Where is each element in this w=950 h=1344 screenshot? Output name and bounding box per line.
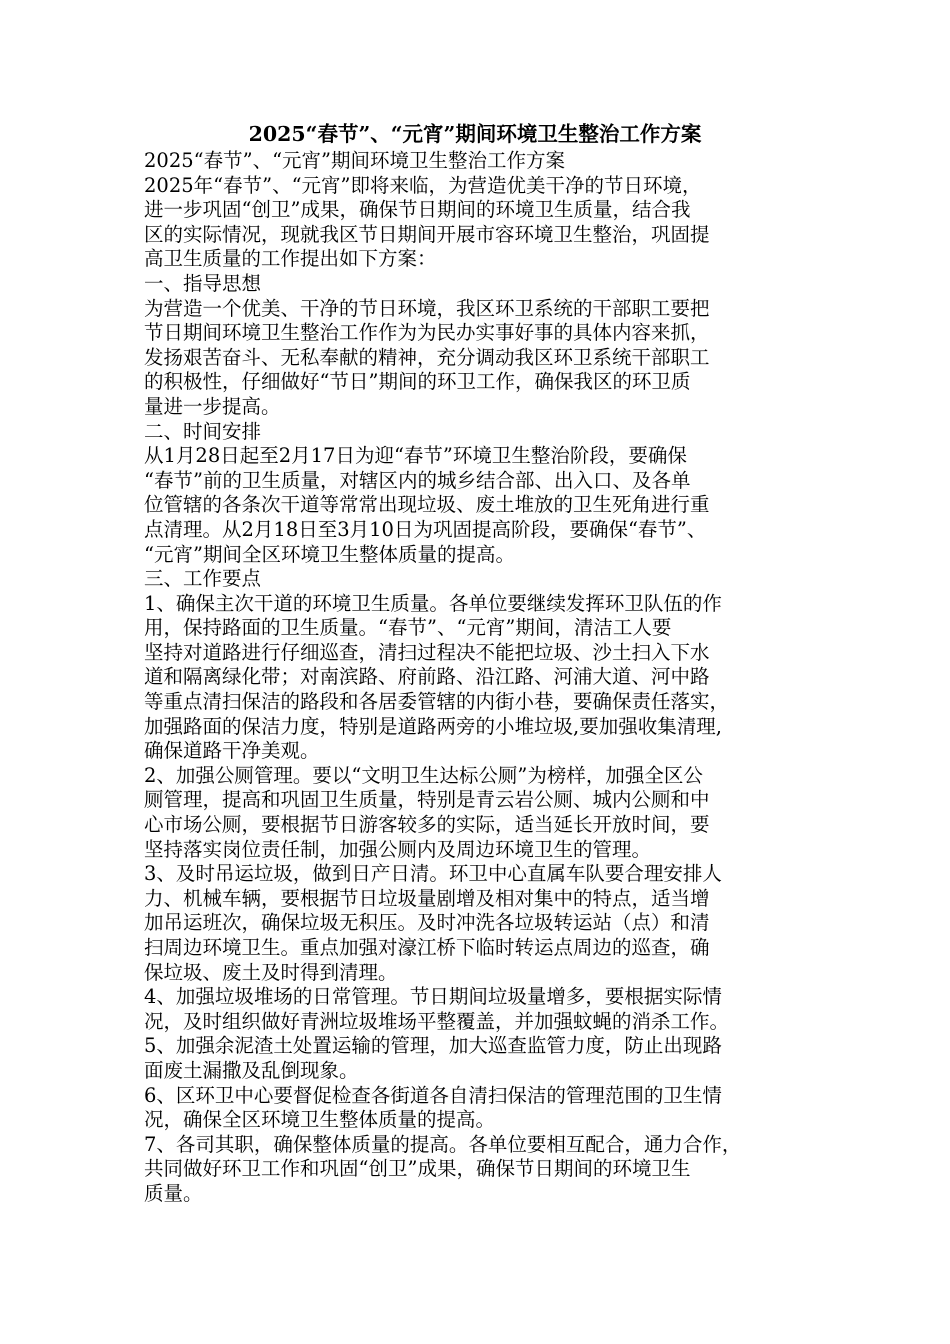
body-line: 力、机械车辆，要根据节日垃圾量剧增及相对集中的特点，适当增	[144, 886, 710, 910]
body-line: 的积极性，仔细做好“节日”期间的环卫工作，确保我区的环卫质	[144, 370, 691, 394]
body-line: 面废土漏撒及乱倒现象。	[144, 1058, 359, 1082]
document-title: 2025“春节”、“元宵”期间环境卫生整治工作方案	[248, 122, 702, 146]
body-line: 厕管理，提高和巩固卫生质量，特别是青云岩公厕、城内公厕和中	[144, 788, 710, 812]
body-line: 加强路面的保洁力度，特别是道路两旁的小堆垃圾,要加强收集清理,	[144, 714, 722, 738]
body-line: 共同做好环卫工作和巩固“创卫”成果，确保节日期间的环境卫生	[144, 1157, 691, 1181]
body-line: “元宵”期间全区环境卫生整体质量的提高。	[144, 542, 515, 566]
body-line: 节日期间环境卫生整治工作作为为民办实事好事的具体内容来抓，	[144, 321, 710, 345]
body-line: 6、区环卫中心要督促检查各街道各自清扫保洁的管理范围的卫生情	[144, 1083, 722, 1107]
body-line: 扫周边环境卫生。重点加强对濠江桥下临时转运点周边的巡查，确	[144, 936, 710, 959]
body-line: 7、各司其职，确保整体质量的提高。各单位要相互配合，通力合作，	[144, 1132, 742, 1156]
body-line: 量进一步提高。	[144, 394, 281, 418]
body-line: 从1月28日起至2月17日为迎“春节”环境卫生整治阶段，要确保	[144, 444, 687, 468]
body-line: 质量。	[144, 1181, 203, 1205]
body-line: 进一步巩固“创卫”成果，确保节日期间的环境卫生质量，结合我	[144, 198, 691, 222]
body-line: 况，及时组织做好青洲垃圾堆场平整覆盖，并加强蚊蝇的消杀工作。	[144, 1009, 730, 1033]
document-body	[144, 149, 824, 1207]
body-line: 坚持落实岗位责任制，加强公厕内及周边环境卫生的管理。	[144, 837, 652, 861]
body-line: 道和隔离绿化带；对南滨路、府前路、沿江路、河浦大道、河中路	[144, 665, 710, 689]
body-line: 坚持对道路进行仔细巡查，清扫过程决不能把垃圾、沙土扫入下水	[144, 640, 710, 664]
body-line: 位管辖的各条次干道等常常出现垃圾、废土堆放的卫生死角进行重	[144, 493, 710, 517]
body-line: 为营造一个优美、干净的节日环境，我区环卫系统的干部职工要把	[144, 296, 710, 320]
section-heading: 三、工作要点	[144, 567, 262, 591]
body-line: 用，保持路面的卫生质量。“春节”、“元宵”期间，清洁工人要	[144, 616, 672, 640]
body-line: 2025“春节”、“元宵”期间环境卫生整治工作方案	[144, 149, 566, 172]
body-line: 3、及时吊运垃圾，做到日产日清。环卫中心直属车队要合理安排人	[144, 862, 722, 886]
body-line: “春节”前的卫生质量，对辖区内的城乡结合部、出入口、及各单	[144, 468, 691, 492]
body-line: 高卫生质量的工作提出如下方案：	[144, 247, 437, 271]
body-line: 5、加强余泥渣土处置运输的管理，加大巡查监管力度，防止出现路	[144, 1034, 722, 1058]
body-line: 区的实际情况，现就我区节日期间开展市容环境卫生整治，巩固提	[144, 222, 710, 246]
body-line: 4、加强垃圾堆场的日常管理。节日期间垃圾量增多，要根据实际情	[144, 985, 722, 1009]
body-line: 保垃圾、废土及时得到清理。	[144, 960, 398, 984]
body-line: 发扬艰苦奋斗、无私奉献的精神，充分调动我区环卫系统干部职工	[144, 345, 710, 369]
body-line: 况，确保全区环境卫生整体质量的提高。	[144, 1108, 496, 1132]
body-line: 等重点清扫保洁的路段和各居委管辖的内街小巷，要确保责任落实，	[144, 690, 730, 714]
body-line: 心市场公厕，要根据节日游客较多的实际，适当延长开放时间，要	[144, 813, 710, 837]
section-heading: 二、时间安排	[144, 419, 262, 443]
section-heading: 一、指导思想	[144, 271, 262, 295]
body-line: 点清理。从2月18日至3月10日为巩固提高阶段，要确保“春节”、	[144, 517, 707, 541]
body-line: 2025年“春节”、“元宵”即将来临，为营造优美干净的节日环境，	[144, 173, 702, 197]
body-line: 确保道路干净美观。	[144, 739, 320, 763]
body-line: 加吊运班次，确保垃圾无积压。及时冲洗各垃圾转运站（点）和清	[144, 911, 710, 935]
body-line: 2、加强公厕管理。要以“文明卫生达标公厕”为榜样，加强全区公	[144, 763, 703, 787]
body-line: 1、确保主次干道的环境卫生质量。各单位要继续发挥环卫队伍的作	[144, 591, 722, 615]
